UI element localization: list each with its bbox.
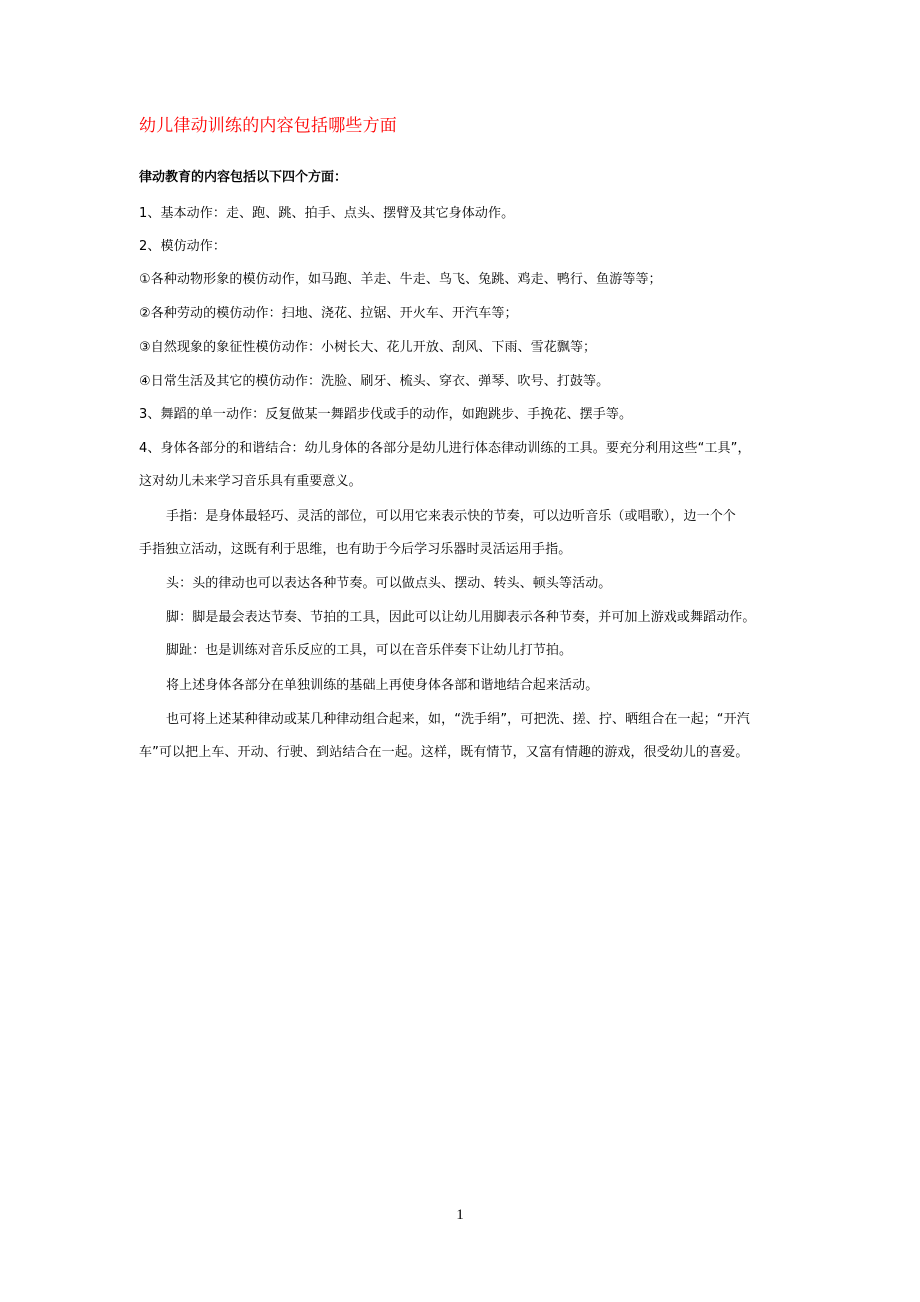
paragraph-line: 4、身体各部分的和谐结合：幼儿身体的各部分是幼儿进行体态律动训练的工具。要充分利用这些“工具”，	[139, 441, 751, 456]
paragraph-line: 车”可以把上车、开动、行驶、到站结合在一起。这样，既有情节，又富有情趣的游戏，很受幼儿的喜爱。	[139, 745, 749, 760]
paragraph-line: 手指独立活动，这既有利于思维，也有助于今后学习乐器时灵活运用手指。	[139, 542, 572, 557]
page-number: 1	[456, 1207, 464, 1223]
paragraph-line: 将上述身体各部分在单独训练的基础上再使身体各部和谐地结合起来活动。	[166, 678, 599, 693]
page-title: 幼儿律动训练的内容包括哪些方面	[139, 116, 397, 136]
paragraph-line: 脚：脚是最会表达节奏、节拍的工具，因此可以让幼儿用脚表示各种节奏，并可加上游戏或舞蹈动作。	[166, 610, 756, 625]
paragraph-line: 脚趾：也是训练对音乐反应的工具，可以在音乐伴奏下让幼儿打节拍。	[166, 643, 573, 658]
paragraph-line: 头：头的律动也可以表达各种节奏。可以做点头、摆动、转头、顿头等活动。	[166, 576, 612, 591]
paragraph-line: ①各种动物形象的模仿动作，如马跑、羊走、牛走、鸟飞、兔跳、鸡走、鸭行、鱼游等等；	[139, 272, 662, 287]
paragraph-line: 1、基本动作：走、跑、跳、拍手、点头、摆臂及其它身体动作。	[139, 206, 515, 221]
section-heading: 律动教育的内容包括以下四个方面：	[139, 170, 348, 185]
paragraph-line: ④日常生活及其它的模仿动作：洗脸、刷牙、梳头、穿衣、弹琴、吹号、打鼓等。	[139, 374, 610, 389]
paragraph-line: 3、舞蹈的单一动作：反复做某一舞蹈步伐或手的动作，如跑跳步、手挽花、摆手等。	[139, 407, 633, 422]
paragraph-line: ②各种劳动的模仿动作：扫地、浇花、拉锯、开火车、开汽车等；	[139, 306, 518, 321]
paragraph-line: 也可将上述某种律动或某几种律动组合起来，如，“洗手绢”，可把洗、搓、拧、晒组合在一起；“开汽	[166, 712, 750, 727]
paragraph-line: 手指：是身体最轻巧、灵活的部位，可以用它来表示快的节奏，可以边听音乐（或唱歌），边一个个	[166, 509, 736, 524]
paragraph-line: ③自然现象的象征性模仿动作：小树长大、花儿开放、刮风、下雨、雪花飘等；	[139, 340, 597, 355]
paragraph-line: 这对幼儿未来学习音乐具有重要意义。	[139, 474, 362, 489]
paragraph-line: 2、模仿动作：	[139, 239, 226, 254]
